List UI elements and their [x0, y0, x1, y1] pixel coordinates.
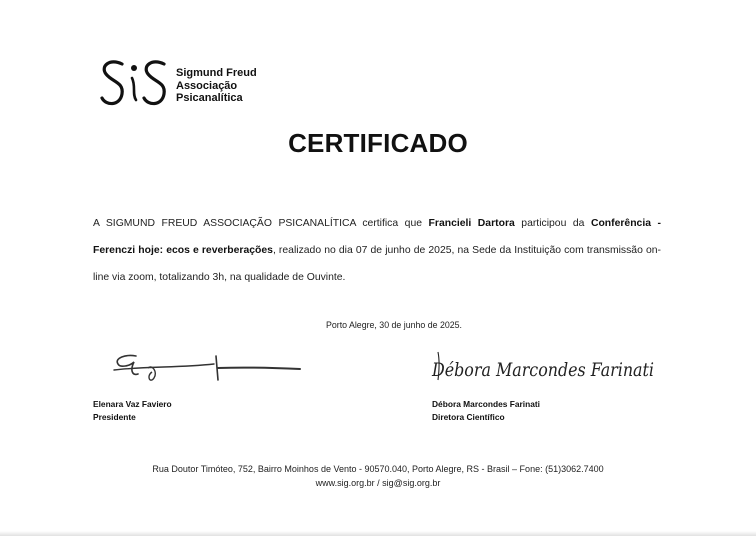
signer-right — [432, 398, 540, 423]
place-date: Porto Alegre, 30 de junho de 2025. — [326, 320, 462, 330]
association-name — [176, 67, 257, 105]
event-name: Conferência - Ferenczi hoje: ecos e reverberações — [93, 218, 661, 256]
participant-name: Francieli Dartora — [428, 218, 515, 229]
signer-right-name: Débora Marcondes Farinati — [432, 399, 540, 409]
signer-left-name: Elenara Vaz Faviero — [93, 399, 172, 409]
signer-left — [93, 398, 172, 423]
body-middle: participou da — [514, 218, 591, 229]
certificate-title: CERTIFICADO — [288, 128, 468, 158]
signature-left — [108, 346, 304, 386]
page-edge-shadow — [0, 531, 756, 536]
logo-line-1: Sigmund Freud — [176, 67, 257, 79]
footer-web: www.sig.org.br / sig@sig.org.br — [315, 478, 441, 488]
logo-line-2: Associação — [176, 79, 238, 92]
signature-right-text: Débora Marcondes Farinati — [431, 359, 654, 381]
signature-right — [430, 342, 662, 390]
certificate-body — [93, 210, 661, 291]
body-details: , realizado no dia 07 de junho de 2025, na Sede da Instituição com transmissão on-line via zoom, totalizando 3h, na qualidade de Ouvinte. — [93, 245, 661, 283]
sis-logo-mark — [98, 56, 176, 110]
signer-left-role: Presidente — [93, 411, 136, 422]
association-logo — [98, 56, 278, 110]
footer-address: Rua Doutor Timóteo, 752, Bairro Moinhos de Vento - 90570.040, Porto Alegre, RS - Brasil – Fone: (51)3062.7400 — [152, 464, 604, 474]
signer-right-role: Diretora Científico — [432, 411, 505, 422]
body-intro: A SIGMUND FREUD ASSOCIAÇÃO PSICANALÍTICA certifica que — [93, 218, 429, 229]
footer — [0, 462, 756, 490]
logo-line-3: Psicanalítica — [176, 92, 243, 104]
